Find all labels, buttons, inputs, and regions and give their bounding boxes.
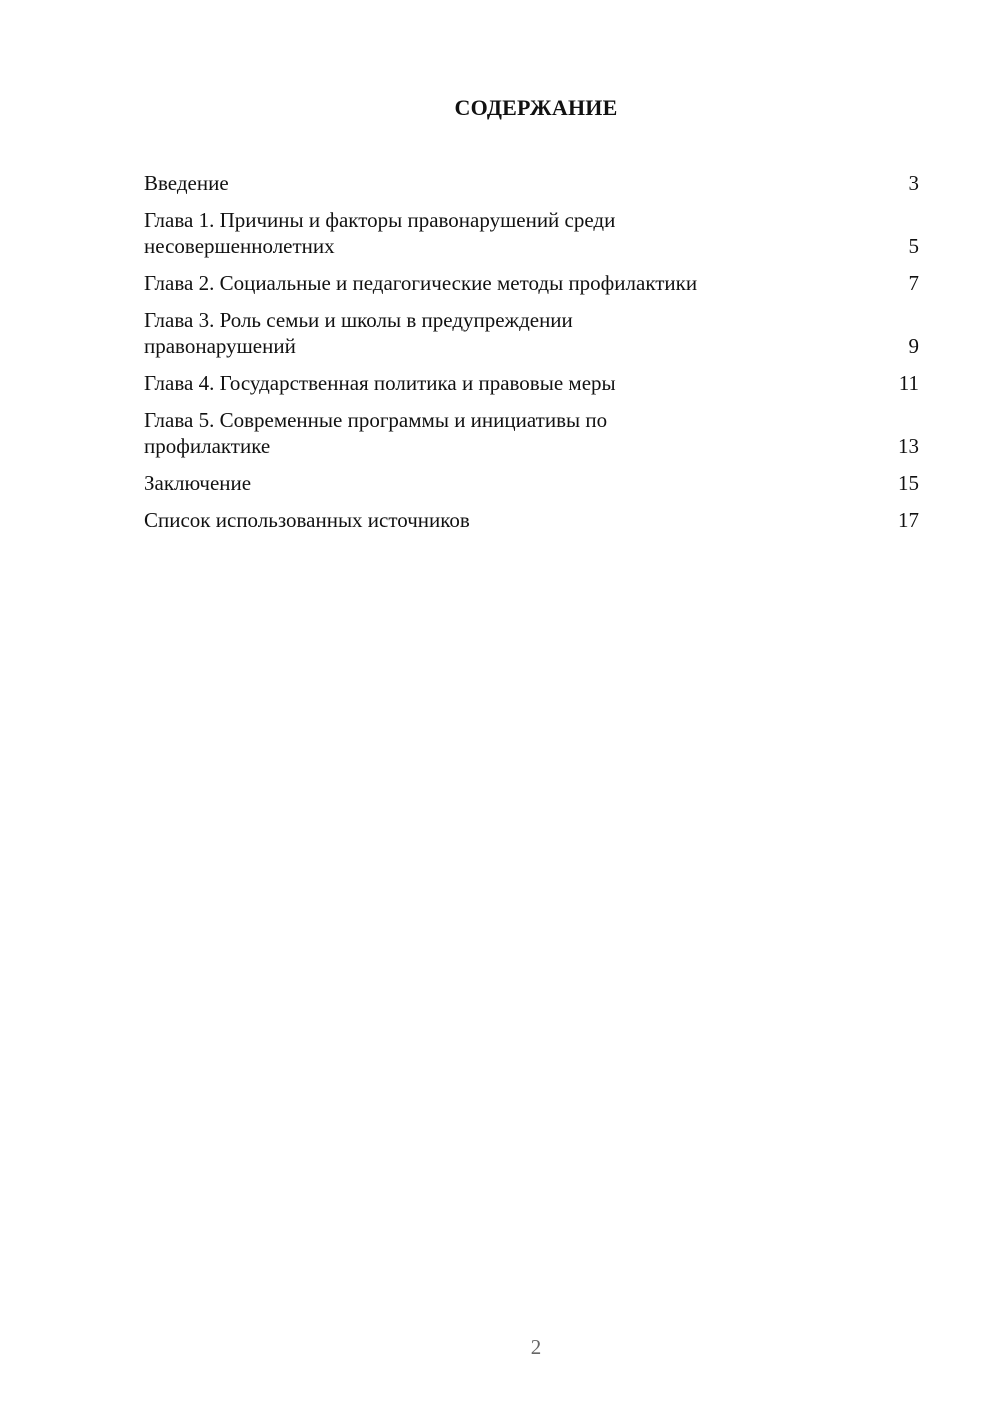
toc-entry-page: 11 <box>898 371 919 395</box>
toc-entry-chapter-3 <box>144 307 919 359</box>
toc-entry-text: Глава 5. Современные программы и инициативы по профилактике <box>144 408 608 458</box>
toc-entry-page: 9 <box>908 334 919 358</box>
toc-entry-chapter-2 <box>144 270 919 296</box>
page-title: СОДЕРЖАНИЕ <box>454 95 618 120</box>
toc-entry-chapter-5 <box>144 407 919 459</box>
toc-entry-references <box>144 507 919 533</box>
page-number: 2 <box>530 1335 542 1359</box>
toc-entry-text: Глава 2. Социальные и педагогические методы профилактики <box>144 271 698 295</box>
toc-entry-chapter-1 <box>144 207 919 259</box>
toc-entry-page: 13 <box>898 434 919 458</box>
toc-entry-text: Глава 3. Роль семьи и школы в предупреждении правонарушений <box>144 308 573 358</box>
toc-entry-page: 5 <box>908 234 919 258</box>
toc-entry-page: 17 <box>898 508 919 532</box>
toc-entry-page: 15 <box>898 471 919 495</box>
toc-entry-text: Заключение <box>144 471 252 495</box>
toc-entry-page: 7 <box>908 271 919 295</box>
toc-entry-text: Введение <box>144 171 229 195</box>
toc-entry-text: Глава 4. Государственная политика и правовые меры <box>144 371 616 395</box>
toc-entry-chapter-4 <box>144 370 919 396</box>
toc-entry-text: Список использованных источников <box>144 508 470 532</box>
table-of-contents <box>144 170 919 544</box>
toc-entry-conclusion <box>144 470 919 496</box>
toc-entry-page: 3 <box>908 171 919 195</box>
toc-entry-introduction <box>144 170 919 196</box>
toc-entry-text: Глава 1. Причины и факторы правонарушений среди несовершеннолетних <box>144 208 616 258</box>
